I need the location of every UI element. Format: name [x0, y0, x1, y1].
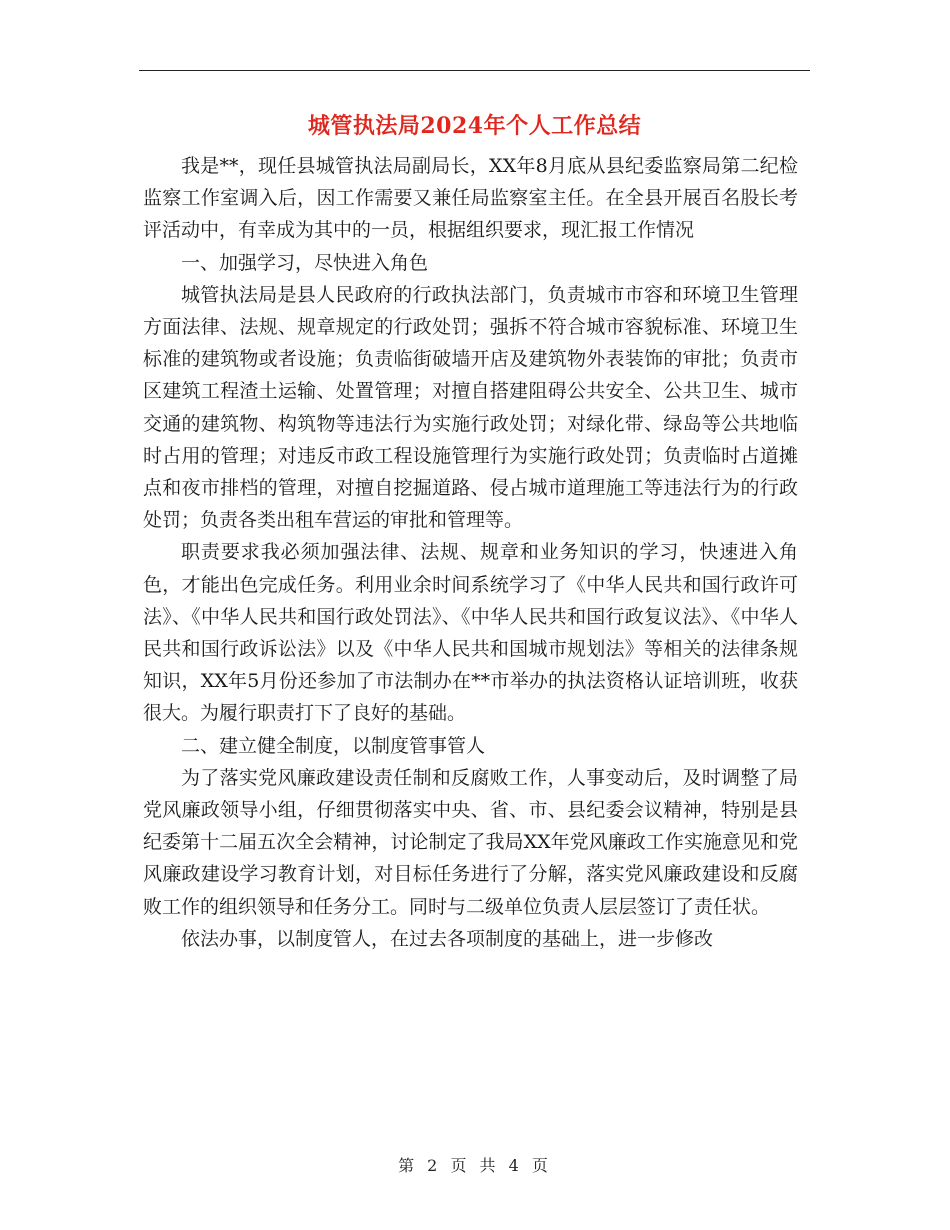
document-body [143, 150, 798, 955]
paragraph-intro: 我是**，现任县城管执法局副局长，XX年8月底从县纪委监察局第二纪检监察工作室调入后，因工作需要又兼任局监察室主任。在全县开展百名股长考评活动中，有幸成为其中的一员，根据组织要求，现汇报工作情况 [143, 155, 798, 242]
section-heading-2: 二、建立健全制度，以制度管事管人 [181, 734, 486, 757]
header-rule [139, 70, 810, 71]
document-title: 城管执法局2024年个人工作总结 [307, 113, 642, 139]
paragraph-duties: 城管执法局是县人民政府的行政执法部门，负责城市市容和环境卫生管理方面法律、法规、规章规定的行政处罚；强拆不符合城市容貌标准、环境卫生标准的建筑物或者设施；负责临街破墙开店及建筑物外表装饰的审批；负责市区建筑工程渣土运输、处置管理；对擅自搭建阻碍公共安全、公共卫生、城市交通的建筑物、构筑物等违法行为实施行政处罚；对绿化带、绿岛等公共地临时占用的管理；对违反市政工程设施管理行为实施行政处罚；负责临时占道摊点和夜市排档的管理，对擅自挖掘道路、侵占城市道理施工等违法行为的行政处罚；负责各类出租车营运的审批和管理等。 [143, 283, 798, 532]
section-heading-1: 一、加强学习，尽快进入角色 [181, 251, 429, 274]
paragraph-study: 职责要求我必须加强法律、法规、规章和业务知识的学习，快速进入角色，才能出色完成任务。利用业余时间系统学习了《中华人民共和国行政许可法》、《中华人民共和国行政处罚法》、《中华人民共和国行政复议法》、《中华人民共和国行政诉讼法》以及《中华人民共和国城市规划法》等相关的法律条规知识，XX年5月份还参加了市法制办在**市举办的执法资格认证培训班，收获很大。为履行职责打下了良好的基础。 [143, 541, 798, 725]
paragraph-rules: 依法办事，以制度管人，在过去各项制度的基础上，进一步修改 [181, 927, 714, 950]
page-number: 第 2 页 共 4 页 [398, 1156, 552, 1175]
paragraph-responsibility: 为了落实党风廉政建设责任制和反腐败工作，人事变动后，及时调整了局党风廉政领导小组，仔细贯彻落实中央、省、市、县纪委会议精神，特别是县纪委第十二届五次全会精神，讨论制定了我局XX年党风廉政工作实施意见和党风廉政建设学习教育计划，对目标任务进行了分解，落实党风廉政建设和反腐败工作的组织领导和任务分工。同时与二级单位负责人层层签订了责任状。 [143, 766, 798, 918]
